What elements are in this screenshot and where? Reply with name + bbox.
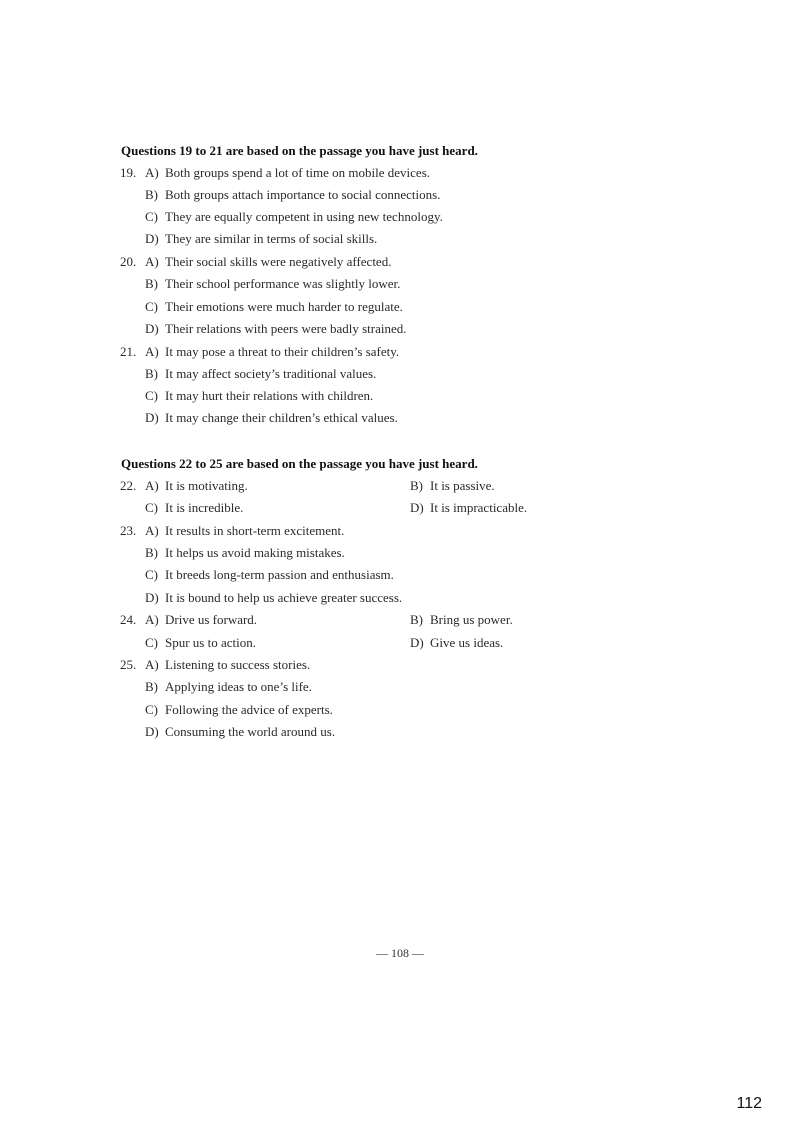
page-number: — 108 — bbox=[376, 946, 424, 960]
option-21-a bbox=[145, 344, 399, 359]
option-21-b bbox=[145, 366, 376, 381]
option-22-b bbox=[410, 478, 495, 493]
question-number: 24. bbox=[120, 612, 137, 627]
option-text: Their relations with peers were badly strained. bbox=[165, 321, 407, 336]
option-25-a bbox=[145, 657, 310, 672]
option-letter: B) bbox=[145, 276, 158, 291]
option-letter: A) bbox=[145, 165, 159, 180]
question-number: 23. bbox=[120, 523, 137, 538]
option-19-b bbox=[145, 187, 440, 202]
option-text: Both groups spend a lot of time on mobile devices. bbox=[165, 165, 431, 180]
option-letter: D) bbox=[145, 410, 159, 425]
option-22-a bbox=[145, 478, 248, 493]
option-letter: A) bbox=[145, 657, 159, 672]
option-text: Applying ideas to one’s life. bbox=[165, 679, 312, 694]
section-heading: Questions 19 to 21 are based on the passage you have just heard. bbox=[121, 143, 478, 158]
option-letter: C) bbox=[145, 388, 158, 403]
question-number: 21. bbox=[120, 344, 137, 359]
option-text: Consuming the world around us. bbox=[165, 724, 336, 739]
option-text: Give us ideas. bbox=[430, 635, 504, 650]
option-text: Bring us power. bbox=[430, 612, 513, 627]
option-letter: D) bbox=[410, 635, 424, 650]
option-text: Their school performance was slightly lower. bbox=[165, 276, 401, 291]
option-text: It may affect society’s traditional values. bbox=[165, 366, 377, 381]
option-text: Their emotions were much harder to regulate. bbox=[165, 299, 403, 314]
option-20-c bbox=[145, 299, 403, 314]
option-23-a bbox=[145, 523, 344, 538]
option-text: Following the advice of experts. bbox=[165, 702, 333, 717]
option-letter: C) bbox=[145, 567, 158, 582]
option-letter: B) bbox=[145, 187, 158, 202]
option-letter: D) bbox=[145, 321, 159, 336]
option-letter: C) bbox=[145, 209, 158, 224]
option-letter: C) bbox=[145, 500, 158, 515]
option-text: It may pose a threat to their children’s safety. bbox=[165, 344, 400, 359]
question-number: 20. bbox=[120, 254, 137, 269]
option-letter: D) bbox=[145, 590, 159, 605]
option-23-d bbox=[145, 590, 402, 605]
option-25-b bbox=[145, 679, 312, 694]
option-text: Both groups attach importance to social connections. bbox=[165, 187, 441, 202]
question-number: 25. bbox=[120, 657, 137, 672]
question-number: 19. bbox=[120, 165, 137, 180]
option-text: It results in short-term excitement. bbox=[165, 523, 345, 538]
option-letter: D) bbox=[145, 231, 159, 246]
section-heading: Questions 22 to 25 are based on the passage you have just heard. bbox=[121, 456, 478, 471]
option-24-d bbox=[410, 635, 503, 650]
option-letter: B) bbox=[410, 612, 423, 627]
option-24-b bbox=[410, 612, 513, 627]
option-letter: B) bbox=[145, 545, 158, 560]
option-letter: A) bbox=[145, 523, 159, 538]
sheet-number: 112 bbox=[736, 1095, 762, 1112]
option-text: It is passive. bbox=[430, 478, 495, 493]
option-text: It is motivating. bbox=[165, 478, 248, 493]
option-20-d bbox=[145, 321, 407, 336]
option-19-d bbox=[145, 231, 377, 246]
option-text: It is incredible. bbox=[165, 500, 244, 515]
option-text: It is bound to help us achieve greater success. bbox=[165, 590, 403, 605]
option-text: They are similar in terms of social skills. bbox=[165, 231, 378, 246]
option-25-c bbox=[145, 702, 333, 717]
option-letter: D) bbox=[145, 724, 159, 739]
option-20-a bbox=[145, 254, 391, 269]
option-21-c bbox=[145, 388, 373, 403]
option-text: Their social skills were negatively affected. bbox=[165, 254, 392, 269]
option-text: They are equally competent in using new technology. bbox=[165, 209, 443, 224]
question-number: 22. bbox=[120, 478, 137, 493]
option-21-d bbox=[145, 410, 398, 425]
option-23-b bbox=[145, 545, 345, 560]
option-24-c bbox=[145, 635, 256, 650]
option-22-c bbox=[145, 500, 243, 515]
option-letter: B) bbox=[145, 366, 158, 381]
option-letter: C) bbox=[145, 635, 158, 650]
option-letter: C) bbox=[145, 299, 158, 314]
option-25-d bbox=[145, 724, 335, 739]
option-text: It may hurt their relations with children. bbox=[165, 388, 374, 403]
option-letter: A) bbox=[145, 344, 159, 359]
option-letter: B) bbox=[145, 679, 158, 694]
option-text: It is impracticable. bbox=[430, 500, 528, 515]
option-20-b bbox=[145, 276, 400, 291]
option-22-d bbox=[410, 500, 527, 515]
option-letter: A) bbox=[145, 478, 159, 493]
option-text: Listening to success stories. bbox=[165, 657, 311, 672]
option-19-a bbox=[145, 165, 430, 180]
option-letter: A) bbox=[145, 254, 159, 269]
option-text: It helps us avoid making mistakes. bbox=[165, 545, 345, 560]
option-letter: B) bbox=[410, 478, 423, 493]
option-23-c bbox=[145, 567, 394, 582]
option-text: It breeds long-term passion and enthusiasm. bbox=[165, 567, 394, 582]
option-24-a bbox=[145, 612, 257, 627]
option-text: It may change their children’s ethical values. bbox=[165, 410, 398, 425]
option-letter: D) bbox=[410, 500, 424, 515]
option-text: Spur us to action. bbox=[165, 635, 256, 650]
option-letter: A) bbox=[145, 612, 159, 627]
option-text: Drive us forward. bbox=[165, 612, 258, 627]
option-letter: C) bbox=[145, 702, 158, 717]
option-19-c bbox=[145, 209, 443, 224]
